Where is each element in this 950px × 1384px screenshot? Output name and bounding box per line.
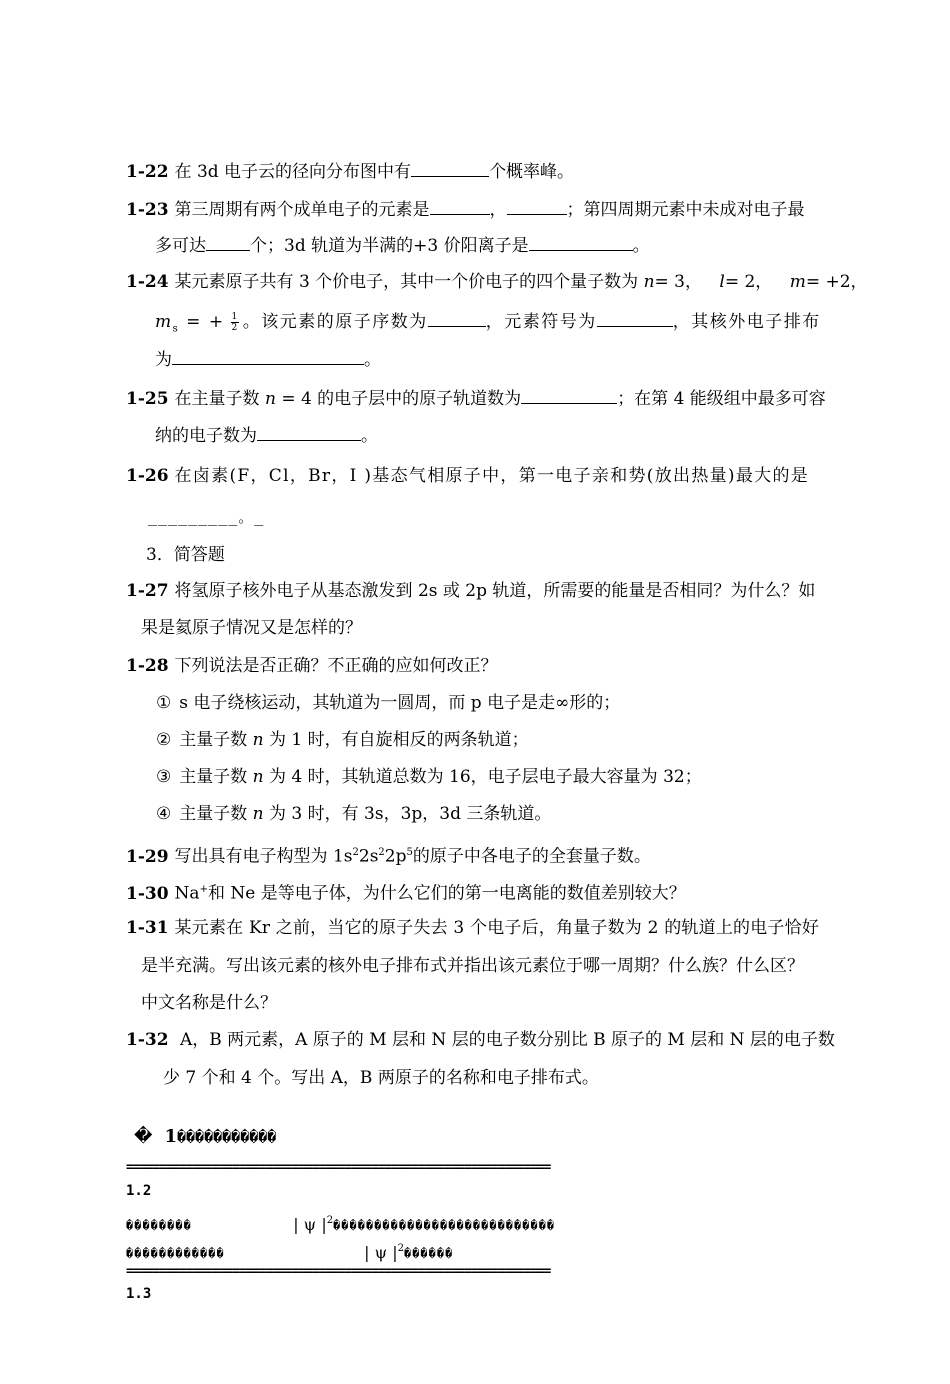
item-text: 为 3 时，有 3s，3p，3d 三条轨道。 (269, 804, 552, 824)
question-text: 2p (384, 846, 407, 867)
variable-n: n (252, 730, 264, 750)
question-number: 1-29 (126, 846, 169, 867)
heading-number: 1 (164, 1126, 177, 1147)
question-text: 个；3d 轨道为半满的+3 价阳离子是 (250, 236, 529, 256)
answer-blank (428, 310, 486, 327)
superscript: + (199, 884, 208, 895)
question-1-26-answer-line: _________。_ (148, 508, 265, 526)
question-text: 将氢原子核外电子从基态激发到 2s 或 2p 轨道，所需要的能量是否相同？为什么？如 (174, 581, 816, 601)
variable-n: n (252, 804, 264, 824)
superscript: 2 (326, 1215, 334, 1226)
heading-glyph: � (134, 1126, 153, 1147)
item-text: 为 1 时，有自旋相反的两条轨道； (269, 730, 529, 750)
answer-blank (430, 198, 490, 215)
question-1-28 (126, 655, 498, 677)
item-marker: ② (156, 730, 172, 750)
question-text: = 3， (654, 272, 702, 292)
question-text: 。 (361, 426, 378, 446)
variable-n: n (264, 389, 276, 409)
psi-expression: | ψ | (293, 1214, 327, 1234)
question-text: = 2， (724, 272, 773, 292)
question-text: 多可达 (155, 236, 206, 256)
statement-item (156, 803, 551, 825)
answer-item-label: 1.2 (126, 1183, 152, 1199)
answer-line (126, 1238, 453, 1265)
question-number: 1-24 (126, 272, 169, 292)
item-marker: ③ (156, 767, 172, 787)
question-1-26 (126, 465, 809, 487)
statement-item (156, 729, 529, 751)
question-text: ，元素符号为 (485, 312, 597, 332)
question-text: 写出具有电子构型为 1s (174, 846, 353, 867)
question-number: 1-31 (126, 918, 169, 938)
garbled-text: ��������������������������� (333, 1218, 556, 1233)
question-text: 在 3d 电子云的径向分布图中有 (174, 162, 412, 182)
question-text: = +2， (805, 272, 868, 292)
item-text: 为 4 时，其轨道总数为 16，电子层电子最大容量为 32； (269, 767, 702, 787)
question-1-31 (126, 917, 819, 939)
question-1-23-continuation (155, 234, 650, 257)
question-text: 。该元素的原子序数为 (242, 312, 428, 332)
item-marker: ④ (156, 804, 172, 824)
item-text: 主量子数 (179, 730, 248, 750)
statement-item (156, 692, 620, 714)
question-text: ， (489, 200, 507, 220)
answer-blank (507, 198, 567, 215)
question-1-27-continuation: 果是氦原子情况又是怎样的？ (141, 618, 362, 638)
fraction-numerator: 1 (231, 312, 239, 322)
question-text: 的原子中各电子的全套量子数。 (412, 846, 651, 867)
question-text: 某元素在 Kr 之前，当它的原子失去 3 个电子后，角量子数为 2 的轨道上的电子恰好 (174, 918, 820, 938)
superscript: 2 (352, 847, 359, 858)
question-1-29 (126, 842, 651, 868)
answer-blank (411, 160, 489, 177)
question-text: 和 Ne 是等电子体，为什么它们的第一电离能的数值差别较大？ (207, 883, 686, 904)
question-text: ，其核外电子排布 (672, 312, 821, 332)
superscript: 2 (378, 847, 385, 858)
question-text: = 4 的电子层中的原子轨道数为 (281, 389, 522, 409)
answer-blank (257, 424, 361, 441)
variable-n: n (252, 767, 264, 787)
question-text: 在主量子数 (174, 389, 260, 409)
question-number: 1-25 (126, 389, 169, 409)
question-text: ；在第 4 能级组中最多可容 (617, 389, 826, 409)
garbled-text: �������� (126, 1218, 192, 1233)
question-text: 第三周期有两个成单电子的元素是 (174, 200, 430, 220)
question-text: 纳的电子数为 (155, 426, 257, 446)
question-number: 1-30 (126, 883, 169, 904)
psi-expression: | ψ | (364, 1242, 398, 1262)
question-number: 1-28 (126, 656, 169, 676)
question-text: ；第四周期元素中未成对电子最 (566, 200, 805, 220)
question-1-24-continuation (155, 310, 821, 340)
question-number: 1-32 (126, 1030, 169, 1050)
question-text: 2s (358, 846, 379, 867)
answer-line (126, 1210, 555, 1237)
question-text: 下列说法是否正确？不正确的应如何改正？ (174, 656, 498, 676)
item-text: 主量子数 (179, 804, 248, 824)
question-1-24-continuation-2 (155, 348, 381, 371)
question-1-31-continuation-2: 中文名称是什么？ (141, 993, 277, 1013)
answer-blank (597, 310, 673, 327)
superscript: 2 (397, 1243, 404, 1254)
question-1-32-continuation: 少 7 个和 4 个。写出 A，B 两原子的名称和电子排布式。 (163, 1068, 599, 1088)
question-text: = + (186, 312, 232, 332)
question-1-31-continuation: 是半充满。写出该元素的核外电子排布式并指出该元素位于哪一周期？什么族？什么区？ (141, 956, 804, 976)
variable-m: m (155, 312, 173, 332)
answer-blank (529, 234, 633, 251)
divider-rule: ================================================================ (126, 1264, 551, 1279)
question-1-30 (126, 879, 686, 905)
superscript: 5 (406, 847, 413, 858)
item-text: s 电子绕核运动，其轨道为一圆周，而 p 电子是走∞形的； (179, 693, 621, 713)
question-1-27 (126, 580, 815, 602)
subscript-s: s (172, 323, 180, 335)
question-text: 。 (632, 236, 650, 256)
variable-l: l (719, 272, 725, 292)
question-1-22 (126, 160, 574, 183)
question-number: 1-23 (126, 200, 169, 220)
question-text: Na (174, 883, 200, 904)
variable-n: n (643, 272, 655, 292)
question-text: 。 (364, 350, 381, 370)
question-number: 1-22 (126, 162, 169, 182)
fraction-denominator: 2 (231, 323, 239, 333)
item-text: 主量子数 (179, 767, 248, 787)
question-1-25-continuation (155, 424, 378, 447)
section-heading: 3．简答题 (146, 545, 225, 565)
question-text: 在卤素(F，Cl，Br，I )基态气相原子中，第一电子亲和势(放出热量)最大的是 (174, 466, 810, 486)
question-text: 为 (155, 350, 172, 370)
garbled-text: ������������ (126, 1246, 225, 1261)
divider-rule: ================================================================ (126, 1160, 551, 1175)
question-1-32 (126, 1029, 835, 1051)
question-1-23 (126, 198, 805, 221)
statement-item (156, 766, 702, 788)
question-number: 1-27 (126, 581, 169, 601)
item-marker: ① (156, 693, 172, 713)
variable-m: m (789, 272, 806, 292)
answer-blank (172, 348, 364, 365)
question-text: 某元素原子共有 3 个价电子，其中一个价电子的四个量子数为 (174, 272, 639, 292)
answer-blank (521, 387, 617, 404)
question-1-25 (126, 387, 826, 410)
answer-section-heading (134, 1126, 276, 1148)
question-text: 个概率峰。 (489, 162, 575, 182)
question-text: A，B 两元素，A 原子的 M 层和 N 层的电子数分别比 B 原子的 M 层和 N 层的电子数 (174, 1030, 835, 1050)
heading-garbled-text: ����������� (177, 1128, 277, 1146)
fraction (231, 312, 238, 333)
garbled-text: ������ (403, 1246, 454, 1261)
question-number: 1-26 (126, 466, 169, 486)
answer-blank (206, 234, 250, 251)
question-1-24 (126, 271, 868, 293)
answer-item-label: 1.3 (126, 1286, 152, 1302)
